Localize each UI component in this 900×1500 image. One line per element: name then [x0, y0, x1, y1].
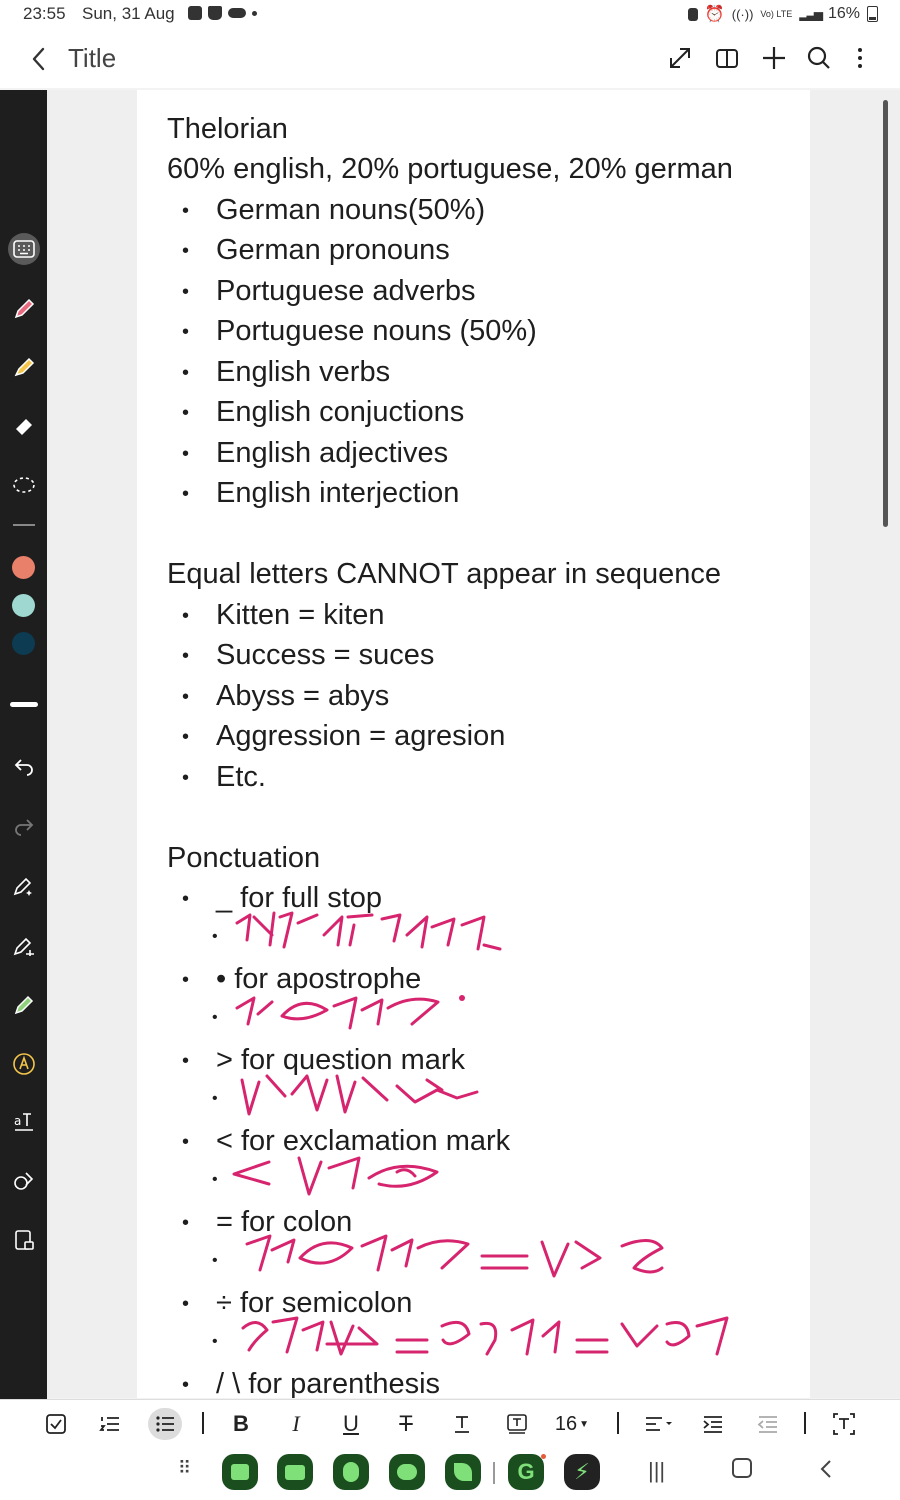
- text-highlight-icon: [506, 1413, 528, 1435]
- align-left-icon: [644, 1413, 674, 1435]
- search-button[interactable]: [804, 43, 834, 73]
- list-item[interactable]: / \ for parenthesis: [216, 1368, 441, 1398]
- handwriting-ink[interactable]: [242, 1228, 702, 1288]
- more-notifications-icon: [252, 11, 257, 16]
- handwriting-ink[interactable]: [229, 1148, 529, 1203]
- keyboard-button[interactable]: [8, 233, 40, 265]
- toolbar-divider: [617, 1412, 619, 1434]
- indent-button[interactable]: [700, 1408, 726, 1440]
- handwriting-ink[interactable]: [237, 1066, 537, 1126]
- font-size-value: 16: [554, 1412, 578, 1435]
- bullet: •: [182, 767, 190, 789]
- note-canvas[interactable]: [47, 90, 900, 1398]
- bullet: •: [182, 321, 190, 343]
- font-size-dropdown[interactable]: [552, 1408, 592, 1440]
- app-google-icon[interactable]: G: [508, 1454, 544, 1490]
- more-options-button[interactable]: [845, 43, 875, 73]
- home-icon[interactable]: [732, 1458, 752, 1484]
- pen-icon: [12, 297, 36, 321]
- text-background-button[interactable]: [504, 1408, 530, 1440]
- sub-bullet: •: [212, 1171, 218, 1188]
- bold-button[interactable]: B: [233, 1411, 249, 1436]
- sub-bullet: •: [212, 1333, 218, 1350]
- undo-button[interactable]: [8, 750, 40, 782]
- list-item[interactable]: Etc.: [216, 761, 266, 793]
- chevron-down-icon: ▼: [579, 1418, 590, 1430]
- sub-bullet: •: [212, 1252, 218, 1269]
- numbered-list-icon: [99, 1413, 121, 1435]
- bullet: •: [182, 645, 190, 667]
- indent-icon: [702, 1413, 724, 1435]
- list-item[interactable]: Abyss = abys: [216, 680, 390, 712]
- gallery-icon: [188, 6, 202, 20]
- lock-page-button[interactable]: [8, 1224, 40, 1256]
- lock-icon: [688, 8, 698, 21]
- bullet: •: [182, 969, 190, 991]
- app-files-icon[interactable]: [277, 1454, 313, 1490]
- list-item[interactable]: Success = suces: [216, 639, 435, 671]
- bullet: •: [182, 726, 190, 748]
- outdent-button[interactable]: [755, 1408, 781, 1440]
- alarm-icon: ⏰: [704, 6, 725, 23]
- app-messages-icon[interactable]: [389, 1454, 425, 1490]
- bullet: •: [182, 1212, 190, 1234]
- scrollbar[interactable]: [883, 100, 888, 527]
- sub-bullet: •: [212, 1009, 218, 1026]
- underline-button[interactable]: U: [343, 1411, 359, 1436]
- list-item[interactable]: > for question mark: [216, 1044, 466, 1076]
- cloud-icon: [228, 8, 246, 18]
- toolbar-divider: [13, 524, 35, 526]
- shapes-icon: [12, 1169, 36, 1193]
- sub-bullet: •: [212, 1090, 218, 1107]
- notification-dot: [541, 1454, 546, 1459]
- composition-line[interactable]: 60% english, 20% portuguese, 20% german: [167, 153, 733, 185]
- list-item[interactable]: English conjuctions: [216, 396, 465, 428]
- color-swatch-teal[interactable]: [12, 594, 35, 617]
- expand-button[interactable]: [665, 43, 695, 73]
- volte-label: Vo) LTE: [760, 8, 793, 19]
- lasso-icon: [12, 473, 36, 497]
- checkbox-list-button[interactable]: [42, 1408, 70, 1440]
- more-vertical-icon: [845, 43, 875, 73]
- outdent-icon: [757, 1413, 779, 1435]
- bullet: •: [182, 443, 190, 465]
- app-bolt-icon[interactable]: ⚡: [564, 1454, 600, 1490]
- text-size-icon: [12, 1110, 36, 1134]
- numbered-list-button[interactable]: [96, 1408, 124, 1440]
- chevron-left-icon: [26, 43, 54, 75]
- color-swatch-navy[interactable]: [12, 632, 35, 655]
- plus-icon: [759, 43, 789, 73]
- bullet: •: [182, 888, 190, 910]
- left-toolbar: [0, 90, 47, 1400]
- strikethrough-button[interactable]: T: [399, 1411, 413, 1436]
- dock-divider: [493, 1462, 495, 1484]
- list-item[interactable]: ÷ for semicolon: [216, 1287, 413, 1319]
- list-item[interactable]: < for exclamation mark: [216, 1125, 511, 1157]
- list-item[interactable]: German pronouns: [216, 234, 450, 266]
- multicolor-pen-icon: [12, 993, 36, 1017]
- bullet: •: [182, 362, 190, 384]
- bullet: •: [182, 200, 190, 222]
- eraser-icon: [12, 414, 36, 438]
- signal-icon: ▂▃▅: [799, 7, 821, 21]
- eraser-button[interactable]: [8, 410, 40, 442]
- redo-icon: [12, 814, 36, 838]
- handwriting-ink[interactable]: [232, 905, 582, 965]
- punctuation-heading[interactable]: Ponctuation: [167, 842, 321, 874]
- list-item[interactable]: English interjection: [216, 477, 460, 509]
- app-notes-icon[interactable]: [222, 1454, 258, 1490]
- status-time: 23:55: [23, 4, 66, 23]
- note-title[interactable]: Title: [68, 43, 117, 73]
- bullet-list-icon: [154, 1413, 176, 1435]
- pen-sparkle-icon: [12, 874, 36, 898]
- note-page[interactable]: [137, 90, 810, 1398]
- text-color-button[interactable]: [450, 1408, 474, 1440]
- rule-heading[interactable]: Equal letters CANNOT appear in sequence: [167, 558, 721, 590]
- stroke-width-button[interactable]: [10, 702, 38, 707]
- shape-pen-button[interactable]: [8, 930, 40, 962]
- bullet: •: [182, 483, 190, 505]
- pen-button[interactable]: [8, 293, 40, 325]
- keyboard-icon: [13, 240, 35, 258]
- app-bar: [0, 30, 900, 88]
- highlighter-button[interactable]: [8, 351, 40, 383]
- list-item[interactable]: = for colon: [216, 1206, 353, 1238]
- battery-percent: 16%: [827, 5, 860, 22]
- lasso-button[interactable]: [8, 469, 40, 501]
- status-bar: [0, 0, 900, 30]
- pen-shape-icon: [12, 934, 36, 958]
- recent-apps-icon[interactable]: |||: [648, 1458, 666, 1483]
- text-box-button[interactable]: [830, 1408, 858, 1440]
- page-lock-icon: [12, 1228, 36, 1252]
- bullet: •: [182, 402, 190, 424]
- handwriting-ink[interactable]: [232, 988, 582, 1038]
- list-item[interactable]: English adjectives: [216, 437, 449, 469]
- shapes-button[interactable]: [8, 1165, 40, 1197]
- nav-back-icon[interactable]: [818, 1458, 834, 1486]
- bullet: •: [182, 1131, 190, 1153]
- svg-text:a: a: [14, 1114, 22, 1128]
- app-phone-icon[interactable]: [333, 1454, 369, 1490]
- list-item[interactable]: Portuguese nouns (50%): [216, 315, 537, 347]
- list-item[interactable]: • for apostrophe: [216, 963, 422, 995]
- format-toolbar: [0, 1399, 900, 1448]
- list-item[interactable]: German nouns(50%): [216, 194, 486, 226]
- bullet: •: [182, 1050, 190, 1072]
- expand-icon: [665, 43, 695, 73]
- back-button[interactable]: [26, 43, 54, 75]
- toolbar-divider: [804, 1412, 806, 1434]
- page-view-button[interactable]: [712, 43, 742, 73]
- app-leaf-icon[interactable]: [445, 1454, 481, 1490]
- sub-bullet: •: [212, 928, 218, 945]
- color-pen-button[interactable]: [8, 989, 40, 1021]
- wifi-icon: ((·)): [731, 6, 754, 22]
- highlighter-icon: [12, 355, 36, 379]
- redo-button[interactable]: [8, 810, 40, 842]
- note-heading[interactable]: Thelorian: [167, 113, 288, 145]
- text-color-icon: [451, 1413, 473, 1435]
- bullet: •: [182, 240, 190, 262]
- shopping-bag-icon: [208, 6, 222, 20]
- bullet: •: [182, 1293, 190, 1315]
- bullet: •: [182, 686, 190, 708]
- bullet: •: [182, 1374, 190, 1396]
- bullet: •: [182, 605, 190, 627]
- list-item[interactable]: Portuguese adverbs: [216, 275, 476, 307]
- handwriting-ink[interactable]: [237, 1310, 757, 1370]
- list-item[interactable]: English verbs: [216, 356, 391, 388]
- list-item[interactable]: _ for full stop: [216, 882, 383, 914]
- font-icon: [12, 1052, 36, 1076]
- bullet-list-button[interactable]: [148, 1408, 182, 1440]
- undo-icon: [12, 754, 36, 778]
- list-item[interactable]: Aggression = agresion: [216, 720, 506, 752]
- color-swatch-coral[interactable]: [12, 556, 35, 579]
- checkbox-icon: [45, 1413, 67, 1435]
- text-style-button[interactable]: [8, 1048, 40, 1080]
- battery-icon: [867, 6, 878, 22]
- status-date: Sun, 31 Aug: [82, 4, 175, 23]
- book-icon: [712, 43, 742, 73]
- text-box-icon: [832, 1412, 856, 1436]
- italic-button[interactable]: I: [292, 1411, 300, 1436]
- notification-icons: [188, 6, 257, 20]
- add-button[interactable]: [759, 43, 789, 73]
- navigation-bar: [0, 1448, 900, 1500]
- app-drawer-icon[interactable]: ⠿: [178, 1458, 191, 1478]
- text-size-button[interactable]: [8, 1106, 40, 1138]
- handwriting-button[interactable]: [8, 870, 40, 902]
- bullet: •: [182, 281, 190, 303]
- list-item[interactable]: Kitten = kiten: [216, 599, 385, 631]
- toolbar-divider: [202, 1412, 204, 1434]
- status-right: [688, 4, 878, 24]
- alignment-dropdown[interactable]: [642, 1408, 676, 1440]
- search-icon: [804, 43, 834, 73]
